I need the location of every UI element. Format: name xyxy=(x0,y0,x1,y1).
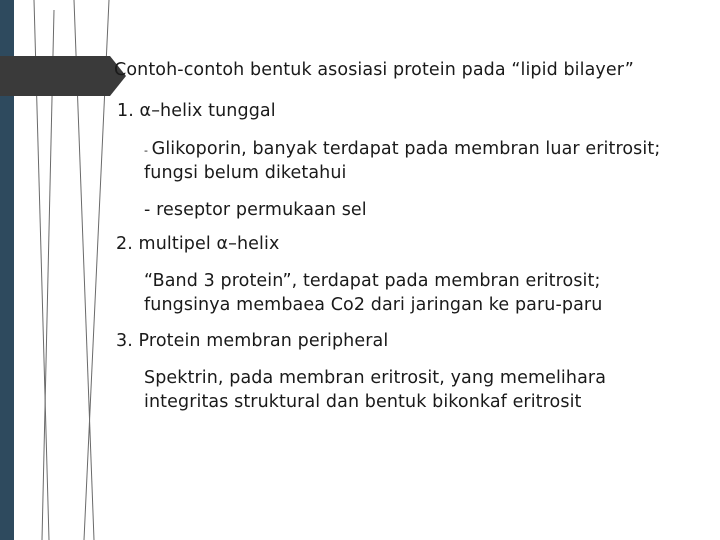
item3-heading: 3. Protein membran peripheral xyxy=(116,331,389,351)
item1-line3: - reseptor permukaan sel xyxy=(144,200,367,220)
item2-line1: “Band 3 protein”, terdapat pada membran eritrosit; xyxy=(144,271,601,291)
title-tab xyxy=(0,56,110,96)
slide-title: Contoh-contoh bentuk asosiasi protein pada “lipid bilayer” xyxy=(114,60,634,80)
item1-line1 xyxy=(144,138,660,162)
item2-line2: fungsinya membaea Co2 dari jaringan ke paru-paru xyxy=(144,295,603,315)
item1-line1-dash: - xyxy=(144,144,152,157)
item1-heading: 1. α–helix tunggal xyxy=(117,101,276,121)
item2-heading: 2. multipel α–helix xyxy=(116,234,280,254)
item1-line2: fungsi belum diketahui xyxy=(144,163,347,183)
item3-line2: integritas struktural dan bentuk bikonkaf eritrosit xyxy=(144,392,582,412)
item1-line1-text: Glikoporin, banyak terdapat pada membran luar eritrosit; xyxy=(151,139,661,159)
item3-line1: Spektrin, pada membran eritrosit, yang memelihara xyxy=(144,368,607,388)
